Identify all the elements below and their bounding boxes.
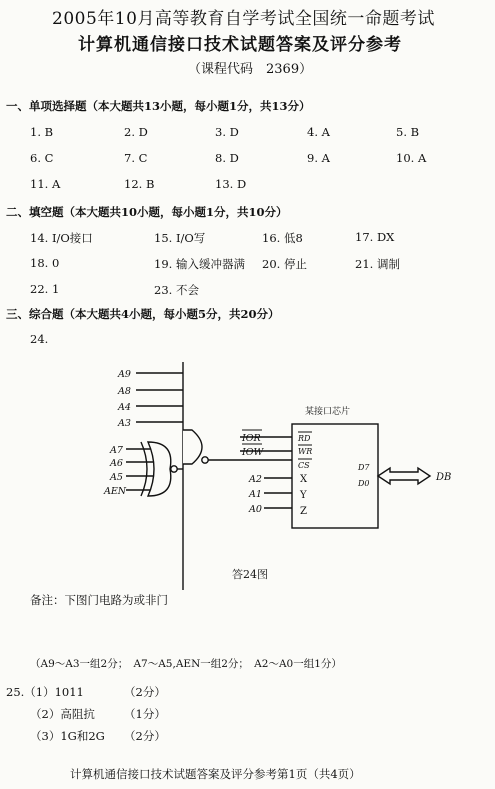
label-a9: A9 [118, 369, 131, 380]
answer-item: 16. 低8 [262, 231, 303, 245]
label-a2: A2 [249, 474, 262, 485]
answer-item: 1. B [30, 125, 54, 139]
q25-answer-2: （2）高阻抗 [30, 707, 95, 721]
label-a0: A0 [249, 504, 262, 515]
label-a1: A1 [249, 489, 262, 500]
answer-item: 3. D [215, 125, 239, 139]
label-a5: A5 [110, 472, 123, 483]
question-24-label: 24. [30, 332, 49, 346]
answer-item: 13. D [215, 177, 247, 191]
answer-item: 17. DX [355, 230, 395, 244]
q25-score-2: （1分） [124, 707, 166, 721]
label-a6: A6 [110, 458, 123, 469]
label-a3: A3 [118, 418, 131, 429]
label-a7: A7 [110, 445, 123, 456]
label-db: DB [436, 472, 452, 483]
answer-item: 8. D [215, 151, 239, 165]
answer-item: 5. B [396, 125, 420, 139]
pin-d0: D0 [358, 479, 370, 488]
answer-item: 19. 输入缓冲器满 [154, 257, 245, 271]
exam-title: 2005年10月高等教育自学考试全国统一命题考试 [52, 9, 435, 29]
label-aen: AEN [104, 486, 127, 497]
answer-item: 18. 0 [30, 256, 60, 270]
answer-item: 2. D [124, 125, 148, 139]
pin-z: Z [300, 506, 307, 517]
pin-rd: RD [298, 434, 311, 443]
answer-item: 10. A [396, 151, 427, 165]
q25-score-3: （2分） [124, 729, 166, 743]
answer-item: 11. A [30, 177, 61, 191]
pin-y: Y [300, 490, 307, 501]
chip-title: 某接口芯片 [305, 407, 351, 417]
label-a8: A8 [118, 386, 131, 397]
section3-heading: 三、综合题（本大题共4小题，每小题5分，共20分） [6, 307, 280, 321]
pin-cs: CS [298, 461, 310, 470]
q25-answer-1: 25.（1）1011 [6, 685, 84, 699]
page-footer: 计算机通信接口技术试题答案及评分参考第1页（共4页） [70, 767, 361, 781]
document-subtitle: 计算机通信接口技术试题答案及评分参考 [78, 35, 402, 55]
section2-heading: 二、填空题（本大题共10小题，每小题1分，共10分） [6, 205, 288, 219]
label-a4: A4 [118, 402, 131, 413]
gate-note: 备注：下图门电路为或非门 [30, 593, 168, 607]
answer-item: 14. I/O接口 [30, 231, 93, 245]
pin-x: X [300, 474, 308, 485]
pin-wr: WR [298, 447, 313, 456]
pin-d7: D7 [358, 463, 370, 472]
answer-item: 12. B [124, 177, 155, 191]
answer-item: 23. 不会 [154, 283, 199, 297]
answer-item: 15. I/O写 [154, 231, 206, 245]
answer-item: 20. 停止 [262, 257, 307, 271]
course-code: （课程代码 2369） [188, 62, 313, 77]
section1-heading: 一、单项选择题（本大题共13小题，每小题1分，共13分） [6, 99, 311, 113]
answer-item: 7. C [124, 151, 148, 165]
answer-item: 6. C [30, 151, 54, 165]
figure-caption: 答24图 [232, 568, 268, 581]
q25-answer-3: （3）1G和2G [30, 729, 105, 743]
label-iow: IOW [242, 447, 264, 458]
answer-item: 22. 1 [30, 282, 60, 296]
answer-item: 4. A [307, 125, 330, 139]
q25-score-1: （2分） [124, 685, 166, 699]
answer-item: 9. A [307, 151, 330, 165]
scoring-note: （A9～A3一组2分； A7～A5,AEN一组2分； A2～A0一组1分） [30, 658, 342, 670]
answer-item: 21. 调制 [355, 257, 400, 271]
label-ior: IOR [242, 433, 261, 444]
